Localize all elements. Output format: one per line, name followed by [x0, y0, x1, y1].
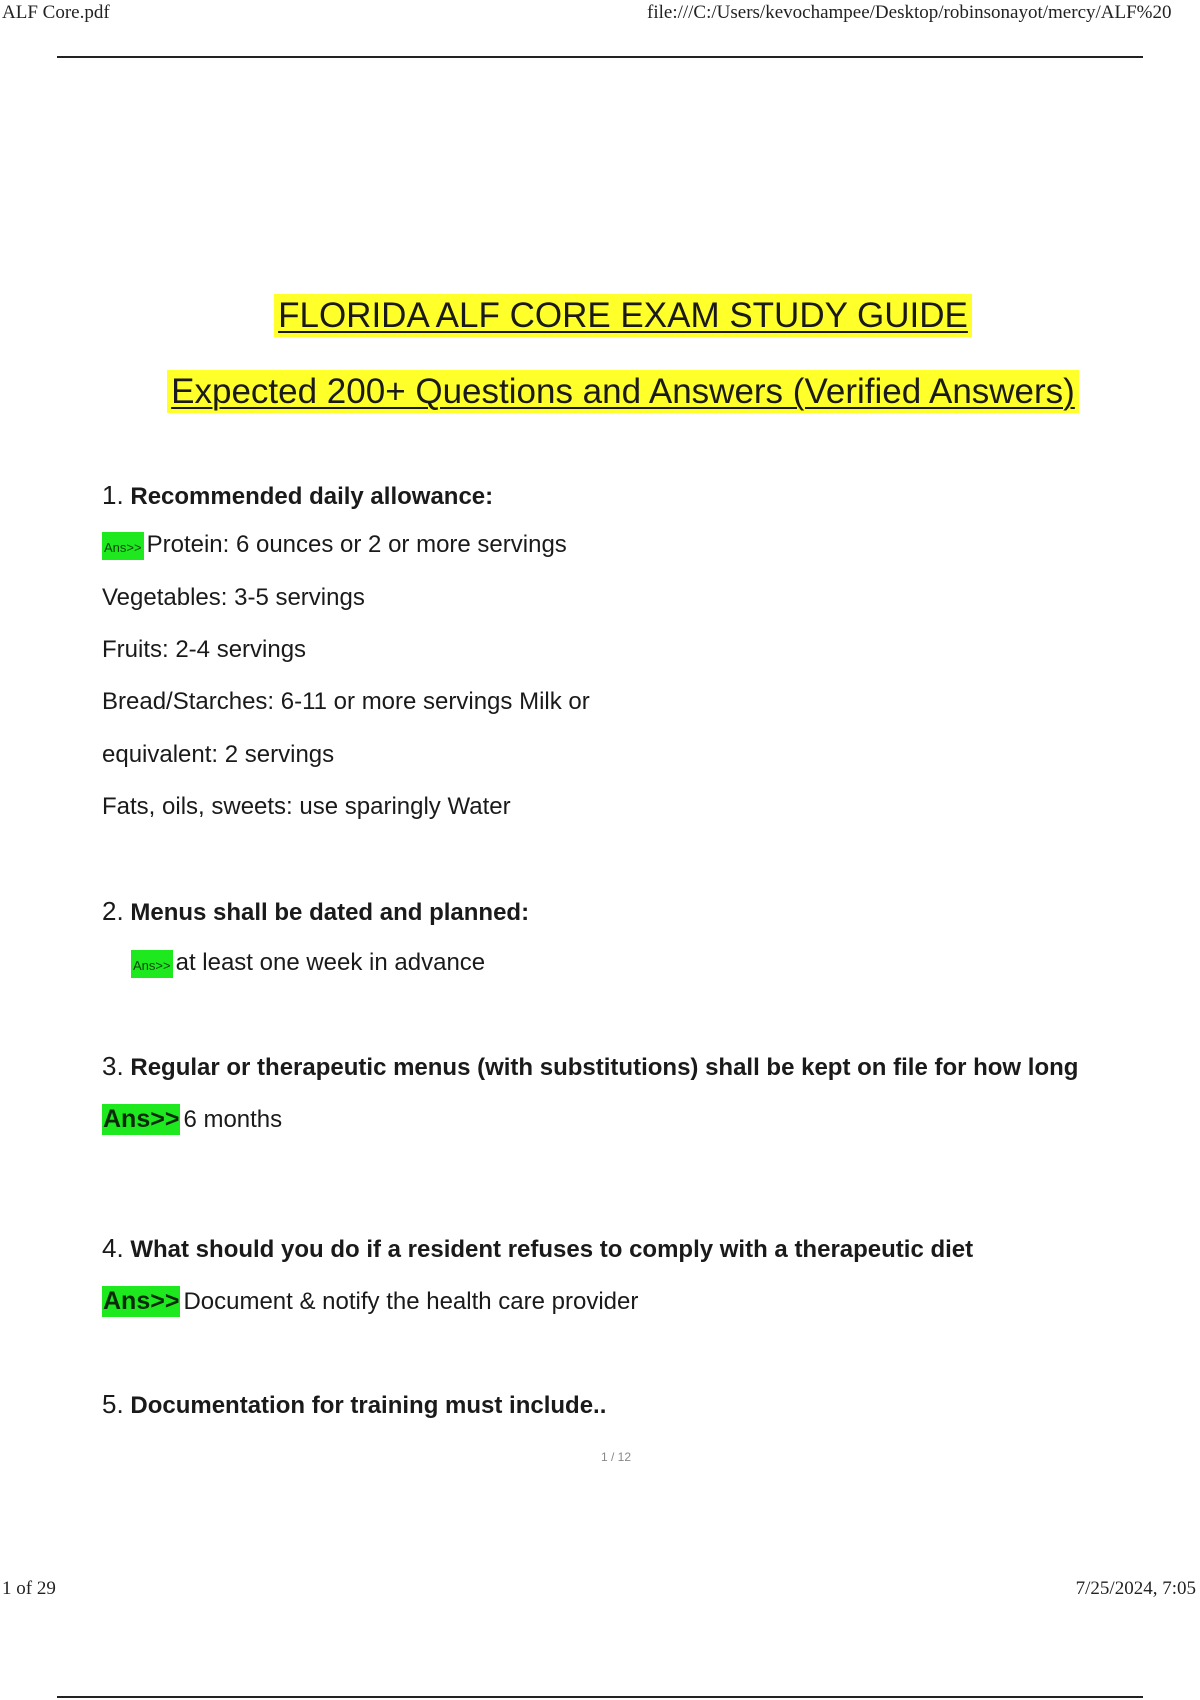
answer-tag: Ans>> — [103, 1105, 180, 1133]
print-header — [0, 2, 1200, 28]
question-1 — [102, 480, 493, 511]
print-header-filename: ALF Core.pdf — [2, 2, 110, 23]
question-5 — [102, 1389, 606, 1420]
question-text: Recommended daily allowance: — [130, 483, 494, 510]
question-2 — [102, 896, 529, 927]
document-title: FLORIDA ALF CORE EXAM STUDY GUIDE — [0, 296, 1200, 336]
answer-line: Fats, oils, sweets: use sparingly Water — [102, 793, 511, 820]
question-text: What should you do if a resident refuses to comply with a therapeutic diet — [130, 1236, 974, 1263]
page-indicator: 1 / 12 — [600, 1450, 632, 1464]
answer-tag: Ans>> — [102, 532, 144, 560]
answer-line: Ans>> 6 months — [103, 1105, 283, 1133]
answer-line: Ans>> Document & notify the health care provider — [103, 1287, 639, 1315]
question-number: 1. — [102, 480, 124, 510]
answer-line: Fruits: 2-4 servings — [102, 636, 307, 663]
print-footer-page-count: 1 of 29 — [2, 1578, 56, 1599]
answer-line: equivalent: 2 servings — [102, 741, 335, 768]
print-footer-datetime: 7/25/2024, 7:05 — [1075, 1578, 1196, 1599]
answer-tag: Ans>> — [103, 1287, 180, 1315]
document-subtitle: Expected 200+ Questions and Answers (Verified Answers) — [0, 372, 1200, 412]
answer-line: Vegetables: 3-5 servings — [102, 584, 365, 611]
answer-line: Ans>> at least one week in advance — [133, 949, 486, 976]
answer-tag: Ans>> — [131, 950, 173, 978]
footer-divider — [57, 1696, 1143, 1698]
question-text: Documentation for training must include.. — [130, 1392, 607, 1419]
question-text: Regular or therapeutic menus (with substitutions) shall be kept on file for how long — [130, 1054, 1079, 1081]
question-number: 3. — [102, 1051, 124, 1081]
question-4 — [102, 1233, 973, 1264]
header-divider — [57, 56, 1143, 58]
question-number: 2. — [102, 896, 124, 926]
print-header-url: file:///C:/Users/kevochampee/Desktop/robinsonayot/mercy/ALF%20 — [647, 2, 1172, 23]
question-3 — [102, 1051, 1078, 1082]
question-text: Menus shall be dated and planned: — [130, 899, 530, 926]
answer-line: Ans>> Protein: 6 ounces or 2 or more servings — [104, 531, 567, 558]
answer-line: Bread/Starches: 6-11 or more servings Milk or — [102, 688, 590, 715]
question-number: 5. — [102, 1389, 124, 1419]
question-number: 4. — [102, 1233, 124, 1263]
